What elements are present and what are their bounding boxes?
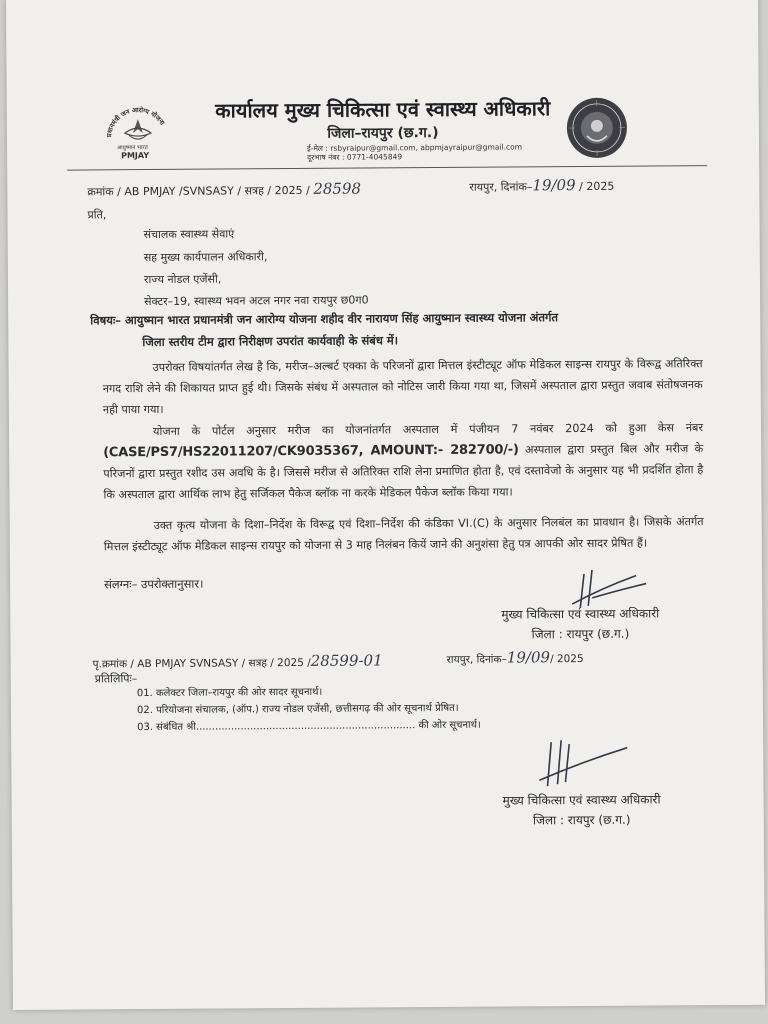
list-item: 01. कलेक्टर जिला–रायपुर की ओर सादर सूचनार्थ। <box>136 686 323 700</box>
copy-label: प्रतिलिपिः– <box>94 672 138 686</box>
list-item: 03. संबंधित श्री..................................................................... की ओर सूचनार्थ। <box>137 719 481 734</box>
subject-label: विषयः– <box>90 313 122 328</box>
email-text: rsbyraipur@gmail.com, abpmjayraipur@gmail.com <box>330 142 523 153</box>
addressee-line: सेक्टर–19, स्वास्थ्य भवन अटल नगर नवा रायपुर छ0ग0 <box>144 293 369 309</box>
case-reference: (CASE/PS7/HS22011207/CK9035367, AMOUNT:- 282700/-) <box>103 442 519 461</box>
logo-caption: आयुष्मान भारत <box>117 145 148 152</box>
office-title: कार्यालय मुख्य चिकित्सा एवं स्वास्थ्य अधिकारी <box>215 96 551 123</box>
addressee-line: राज्य नोडल एजेंसी, <box>143 272 222 287</box>
body-paragraph-3: उक्त कृत्य योजना के दिशा–निर्देश के विरूद्व एवं दिशा–निर्देश की कंडिका VI.(C) के अनुसार निलबंल का प्रावधान है। जिसके अंतर्गत मित्तल इंस्टीट्यूट ऑफ मेडिकल साइन्स रायपुर को योजना से 3 माह निलंबन कियें जाने की अनुशंसा हेतु पत्र आपकी ओर सादर प्रेषित हैं। <box>103 515 704 554</box>
signature-1-block <box>450 603 710 645</box>
prati-label: प्रति, <box>87 208 107 222</box>
endorsement-date: रायपुर, दिनांक–19/09/ 2025 <box>446 648 584 667</box>
list-item: 02. परियोजना संचालक, (ऑप.) राज्य नोडल एजेंसी, छत्तीसगढ़ की ओर सूचनार्थ प्रेषित। <box>136 702 459 717</box>
signatory-title: मुख्य चिकित्सा एवं स्वास्थ्य अधिकारी <box>502 792 661 808</box>
header-rule <box>67 165 707 170</box>
signatory-title: मुख्य चिकित्सा एवं स्वास्थ्य अधिकारी <box>501 606 660 622</box>
endorsement-number-handwritten: 28599-01 <box>310 651 383 670</box>
logo-pmjay-text: PMJAY <box>121 151 150 161</box>
signature-2-block <box>442 789 722 831</box>
district-line: जिला–रायपुर (छ.ग.) <box>327 124 439 142</box>
addressee-line: संचालक स्वास्थ्य सेवाएं <box>143 227 235 242</box>
copy-list <box>137 683 481 736</box>
letter-sheet <box>6 0 765 1010</box>
signatory-district: जिला : रायपुर (छ.ग.) <box>531 626 630 642</box>
ref-number-handwritten: 28598 <box>313 179 362 198</box>
enclosure-line: संलग्नः– उपरोक्तानुसार। <box>104 576 204 592</box>
contact-info: ई-मेल : rsbyraipur@gmail.com, abpmjayraipur@gmail.com दूरभाष नंबर : 0771-4045849 <box>307 142 523 162</box>
signatory-district: जिला : रायपुर (छ.ग.) <box>532 812 631 828</box>
body-paragraph-2: योजना के पोर्टल अनुसार मरीज का योजनांतर्गत अस्पताल में पंजीयन 7 नवंबर 2024 को हुआ केस नंबर (CASE/PS7/HS22011207/CK9035367, AMOUNT:- 282700/-) अस्पताल द्वारा प्रस्तुत बिल और मरीज के परिजनों द्वारा प्रस्तुत रशीद उस अवधि के है। जिससे मरीज से अतिरिक्त राशि लेना प्रमाणित होता है, एवं दस्तावेजो के अनुसार यह भी प्रदर्शित होता है कि अस्पताल द्वारा आर्थिक लाभ हेतु सर्जिकल पैकेज ब्लॉक ना करके मेडिकल पैकेज ब्लॉक किया गया। <box>103 421 704 502</box>
signature-2 <box>531 738 631 795</box>
addressee-line: सह मुख्य कार्यपालन अधिकारी, <box>143 250 268 265</box>
endorsement-number: पृ.क्रमांक / AB PMJAY SVNSASY / सत्रह / 2025 /28599-01 <box>92 651 383 671</box>
logo-arc-text: प्रधानमंत्री जन आरोग्य योजना <box>105 105 167 138</box>
ref-date: रायपुर, दिनांक–19/09 / 2025 <box>469 176 615 195</box>
subject-block: विषयः– आयुष्मान भारत प्रधानमंत्री जन आरोग्य योजना शहीद वीर नारायण सिंह आयुष्मान स्वास्थ्य योजना अंतर्गत जिला स्तरीय टीम द्वारा निरीक्षण उपरांत कार्यवाही के संबंध में। <box>90 310 559 350</box>
phone-text: 0771-4045849 <box>346 152 403 162</box>
ref-number: क्रमांक / AB PMJAY /SVNSASY / सत्रह / 2025 / 28598 <box>87 179 362 199</box>
body-paragraph-1: उपरोक्त विषयांतर्गत लेख है कि, मरीज–अल्बर्ट एक्का के परिजनों द्वारा मित्तल इंस्टीट्यूट ऑफ मेडिकल साइन्स रायपुर के विरूद्व अतिरिक्त नगद राशि लेने की शिकायत प्राप्त हुई थी। जिसके संबंध में अस्पताल को नोटिस जारी किया गया था, जिसमें अस्पताल द्वारा प्रस्तुत जवाब संतोषजनक नही पाया गया। <box>102 357 703 417</box>
